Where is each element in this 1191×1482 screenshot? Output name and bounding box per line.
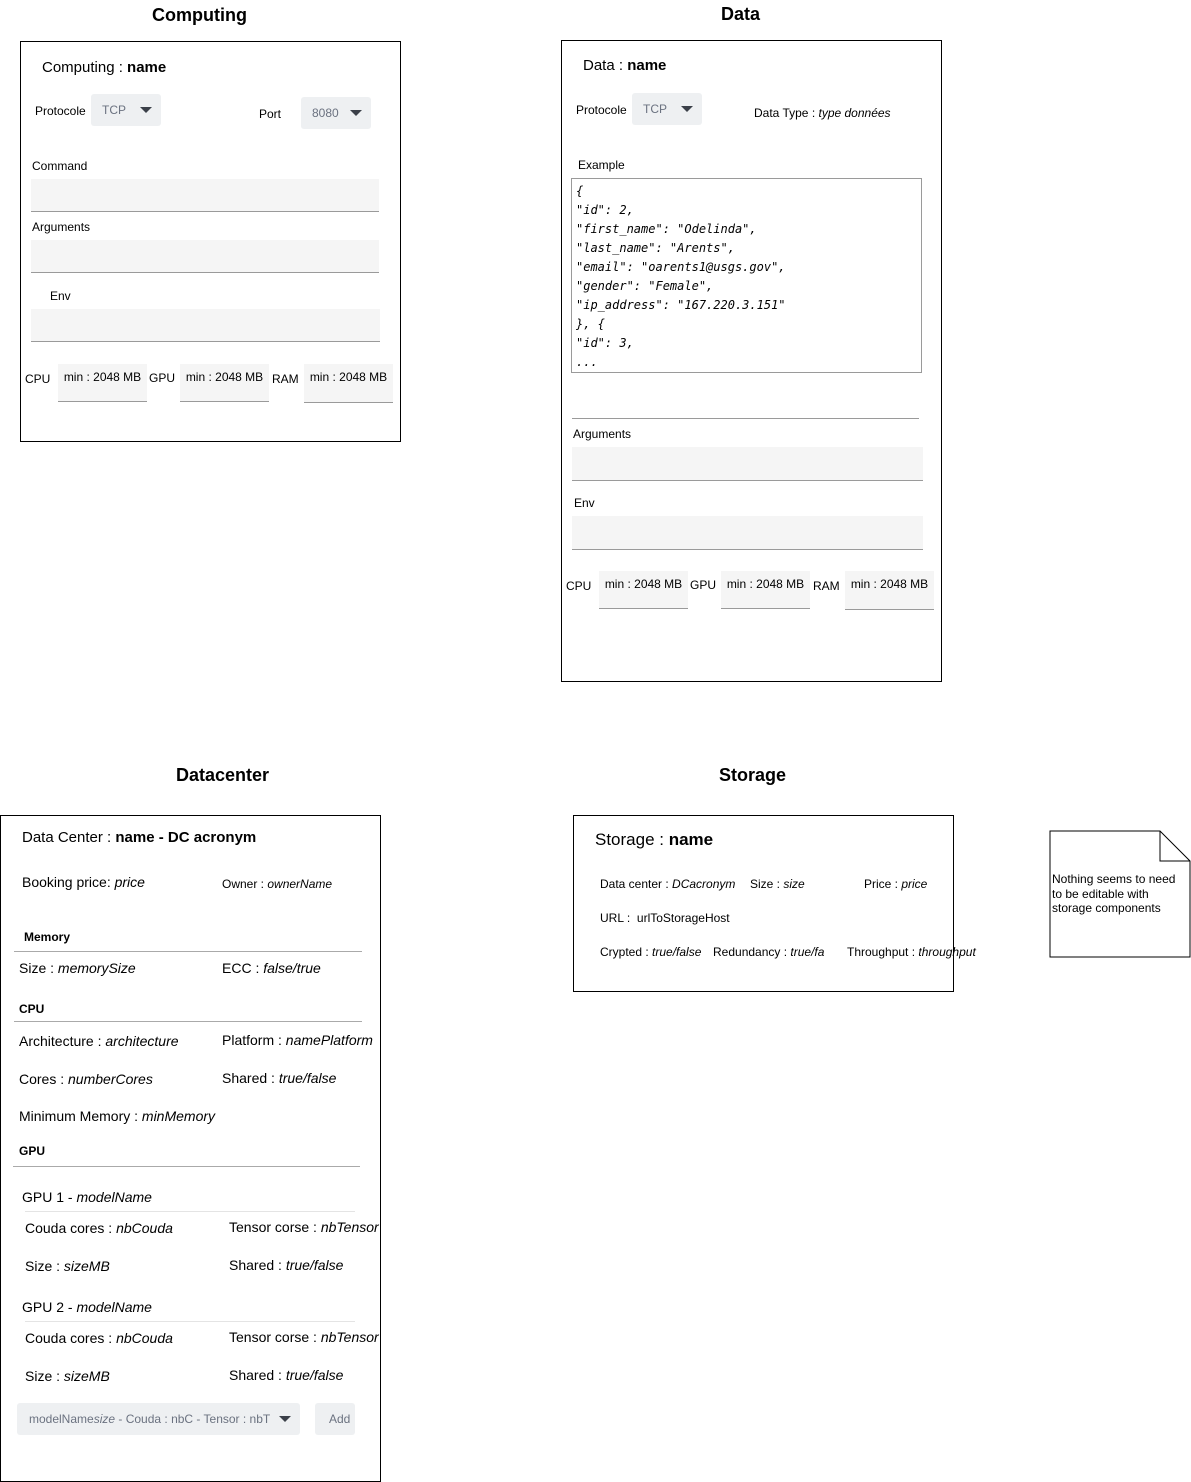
gpu-divider	[13, 1166, 360, 1167]
data-datatype	[754, 106, 891, 120]
gpu2-divider	[25, 1321, 355, 1322]
data-example-textarea[interactable]	[571, 178, 922, 373]
computing-panel	[20, 41, 401, 442]
computing-section-title: Computing	[152, 5, 247, 25]
datacenter-header-name: name - DC acronym	[115, 829, 257, 846]
memory-size-label: Size :	[19, 960, 58, 976]
storage-crypted-value: true/false	[652, 945, 702, 959]
computing-cpu-input[interactable]: min : 2048 MB	[58, 364, 147, 402]
gpu1-tensor-label: Tensor corse :	[229, 1219, 321, 1235]
gpu1-couda	[25, 1220, 173, 1236]
gpu-select-rest: - Couda : nbC - Tensor : nbT	[115, 1412, 271, 1426]
code-line: "ip_address": "167.220.3.151"	[576, 298, 786, 312]
data-header	[583, 57, 666, 74]
gpu1-size-value: sizeMB	[63, 1258, 110, 1274]
gpu2-couda-label: Couda cores :	[25, 1330, 117, 1346]
data-gpu-input[interactable]: min : 2048 MB	[721, 571, 810, 609]
storage-datacenter	[600, 877, 735, 891]
gpu1-couda-label: Couda cores :	[25, 1220, 117, 1236]
memory-ecc-value: false/true	[263, 960, 321, 976]
datacenter-header	[22, 829, 256, 846]
code-line: }, {	[576, 317, 605, 331]
storage-url-label: URL :	[600, 911, 637, 925]
cpu-min-memory	[19, 1108, 215, 1124]
cpu-architecture-value: architecture	[105, 1033, 179, 1049]
storage-header	[595, 830, 713, 850]
data-panel	[561, 40, 942, 682]
cpu-min-memory-value: minMemory	[141, 1108, 216, 1124]
datacenter-booking-value: price	[114, 874, 145, 890]
gpu2-tensor-value: nbTensor	[320, 1329, 379, 1345]
cpu-heading: CPU	[19, 1002, 45, 1016]
data-env-label: Env	[574, 496, 595, 510]
computing-arguments-input[interactable]	[31, 240, 379, 273]
storage-panel	[573, 815, 976, 992]
computing-port-label: Port	[259, 107, 282, 121]
datacenter-owner-label: Owner :	[222, 877, 268, 891]
gpu2-tensor	[229, 1329, 379, 1345]
gpu1-couda-value: nbCouda	[116, 1220, 173, 1236]
storage-size-label: Size :	[750, 877, 784, 891]
gpu1-title	[22, 1189, 152, 1205]
data-arguments-label: Arguments	[573, 427, 632, 441]
gpu2-title	[22, 1299, 152, 1315]
computing-header-prefix: Computing :	[42, 59, 128, 76]
code-line: "gender": "Female",	[576, 279, 714, 293]
gpu1-title-value: modelName	[76, 1189, 152, 1205]
chevron-down-icon	[140, 107, 152, 113]
memory-size-value: memorySize	[57, 960, 136, 976]
gpu1-title-prefix: GPU 1 -	[22, 1189, 77, 1205]
storage-throughput-label: Throughput :	[847, 945, 919, 959]
gpu1-shared-value: true/false	[285, 1257, 344, 1273]
storage-size-value: size	[783, 877, 805, 891]
storage-redundancy	[713, 945, 824, 959]
storage-throughput-value: throughput	[918, 945, 976, 959]
data-arguments-input[interactable]	[572, 447, 923, 481]
storage-redundancy-label: Redundancy :	[713, 945, 791, 959]
code-line: {	[576, 184, 584, 198]
datacenter-section-title: Datacenter	[176, 765, 270, 785]
code-line: "first_name": "Odelinda",	[576, 222, 757, 236]
storage-size	[750, 877, 805, 891]
gpu-model-select[interactable]	[17, 1403, 300, 1435]
datacenter-booking	[22, 874, 145, 890]
gpu2-shared-value: true/false	[285, 1367, 344, 1383]
computing-command-input[interactable]	[31, 179, 379, 212]
data-section-title: Data	[721, 4, 761, 24]
chevron-down-icon	[279, 1416, 291, 1422]
computing-port-value: 8080	[312, 106, 339, 120]
memory-ecc	[222, 960, 321, 976]
cpu-shared	[222, 1070, 336, 1086]
cpu-platform	[222, 1032, 373, 1048]
data-protocol-label: Protocole	[576, 103, 627, 117]
memory-size	[19, 960, 136, 976]
storage-datacenter-value: DCacronym	[672, 877, 736, 891]
storage-crypted	[600, 945, 701, 959]
storage-redundancy-value: true/fa	[790, 945, 825, 959]
cpu-min-memory-label: Minimum Memory :	[19, 1108, 142, 1124]
data-protocol-value: TCP	[643, 102, 667, 116]
data-cpu-label: CPU	[566, 579, 592, 593]
datacenter-owner-value: ownerName	[267, 877, 333, 891]
storage-throughput	[847, 945, 976, 959]
code-line: "email": "oarents1@usgs.gov",	[576, 260, 786, 274]
cpu-divider	[14, 1021, 362, 1022]
gpu-select-model: modelName	[29, 1412, 94, 1426]
cpu-cores	[19, 1071, 153, 1087]
gpu2-shared	[229, 1367, 343, 1383]
code-line: ...	[576, 355, 598, 369]
cpu-cores-label: Cores :	[19, 1071, 69, 1087]
gpu-select-size: size	[93, 1412, 116, 1426]
memory-divider	[14, 951, 362, 952]
cpu-platform-value: namePlatform	[285, 1032, 373, 1048]
storage-price	[864, 877, 927, 891]
data-cpu-input[interactable]: min : 2048 MB	[599, 571, 688, 609]
computing-header-name: name	[127, 59, 167, 76]
gpu2-couda	[25, 1330, 173, 1346]
gpu1-tensor	[229, 1219, 379, 1235]
code-line: "id": 2,	[576, 203, 634, 217]
gpu2-title-value: modelName	[76, 1299, 152, 1315]
code-line: "id": 3,	[576, 336, 634, 350]
storage-crypted-label: Crypted :	[600, 945, 653, 959]
computing-gpu-input[interactable]: min : 2048 MB	[180, 364, 269, 402]
datacenter-owner	[222, 877, 332, 891]
computing-env-label: Env	[50, 289, 71, 303]
computing-port-select[interactable]	[301, 97, 371, 129]
cpu-cores-value: numberCores	[68, 1071, 153, 1087]
chevron-down-icon	[350, 110, 362, 116]
computing-gpu-label: GPU	[149, 371, 176, 385]
gpu1-size-label: Size :	[25, 1258, 64, 1274]
storage-price-value: price	[901, 877, 928, 891]
data-divider	[572, 418, 919, 419]
gpu1-shared	[229, 1257, 343, 1273]
chevron-down-icon	[681, 106, 693, 112]
cpu-shared-value: true/false	[278, 1070, 337, 1086]
computing-arguments-label: Arguments	[32, 220, 91, 234]
storage-price-label: Price :	[864, 877, 902, 891]
data-env-input[interactable]	[572, 516, 923, 550]
computing-protocol-value: TCP	[102, 103, 126, 117]
memory-ecc-label: ECC :	[222, 960, 264, 976]
datacenter-header-prefix: Data Center :	[22, 829, 116, 846]
gpu2-title-prefix: GPU 2 -	[22, 1299, 77, 1315]
cpu-architecture-label: Architecture :	[19, 1033, 106, 1049]
data-ram-label: RAM	[813, 579, 840, 593]
gpu2-size-value: sizeMB	[63, 1368, 110, 1384]
gpu2-size-label: Size :	[25, 1368, 64, 1384]
gpu-heading: GPU	[19, 1144, 46, 1158]
data-example-label: Example	[578, 158, 625, 172]
computing-protocol-select[interactable]	[91, 94, 161, 126]
data-ram-input[interactable]: min : 2048 MB	[845, 571, 934, 610]
gpu2-tensor-label: Tensor corse :	[229, 1329, 321, 1345]
data-header-prefix: Data :	[583, 57, 628, 74]
computing-env-input[interactable]	[31, 309, 380, 342]
cpu-platform-label: Platform :	[222, 1032, 286, 1048]
gpu2-couda-value: nbCouda	[116, 1330, 173, 1346]
gpu1-size	[25, 1258, 110, 1274]
data-header-name: name	[627, 57, 667, 74]
computing-ram-label: RAM	[272, 372, 299, 386]
cpu-shared-label: Shared :	[222, 1070, 279, 1086]
computing-ram-input[interactable]: min : 2048 MB	[304, 364, 393, 403]
note-text: Nothing seems to need to be editable with storage components	[1052, 872, 1176, 915]
cpu-architecture	[19, 1033, 179, 1049]
storage-header-name: name	[668, 830, 714, 849]
storage-datacenter-label: Data center :	[600, 877, 673, 891]
datacenter-booking-label: Booking price:	[22, 874, 115, 890]
data-protocol-select[interactable]	[632, 93, 702, 125]
storage-header-prefix: Storage :	[595, 830, 669, 849]
computing-header	[42, 59, 166, 76]
data-datatype-value: type données	[818, 106, 891, 120]
gpu2-size	[25, 1368, 110, 1384]
storage-url-value: urlToStorageHost	[636, 911, 730, 925]
data-datatype-label: Data Type :	[754, 106, 819, 120]
storage-url	[600, 911, 730, 925]
add-gpu-button[interactable]: Add	[315, 1403, 355, 1435]
datacenter-panel	[0, 815, 381, 1482]
code-line: "last_name": "Arents",	[576, 241, 735, 255]
gpu1-shared-label: Shared :	[229, 1257, 286, 1273]
computing-protocol-label: Protocole	[35, 104, 86, 118]
gpu2-shared-label: Shared :	[229, 1367, 286, 1383]
storage-section-title: Storage	[719, 765, 787, 785]
computing-command-label: Command	[32, 159, 88, 173]
computing-cpu-label: CPU	[25, 372, 51, 386]
memory-heading: Memory	[24, 930, 71, 944]
data-gpu-label: GPU	[690, 578, 717, 592]
gpu1-tensor-value: nbTensor	[320, 1219, 379, 1235]
gpu1-divider	[25, 1211, 355, 1212]
